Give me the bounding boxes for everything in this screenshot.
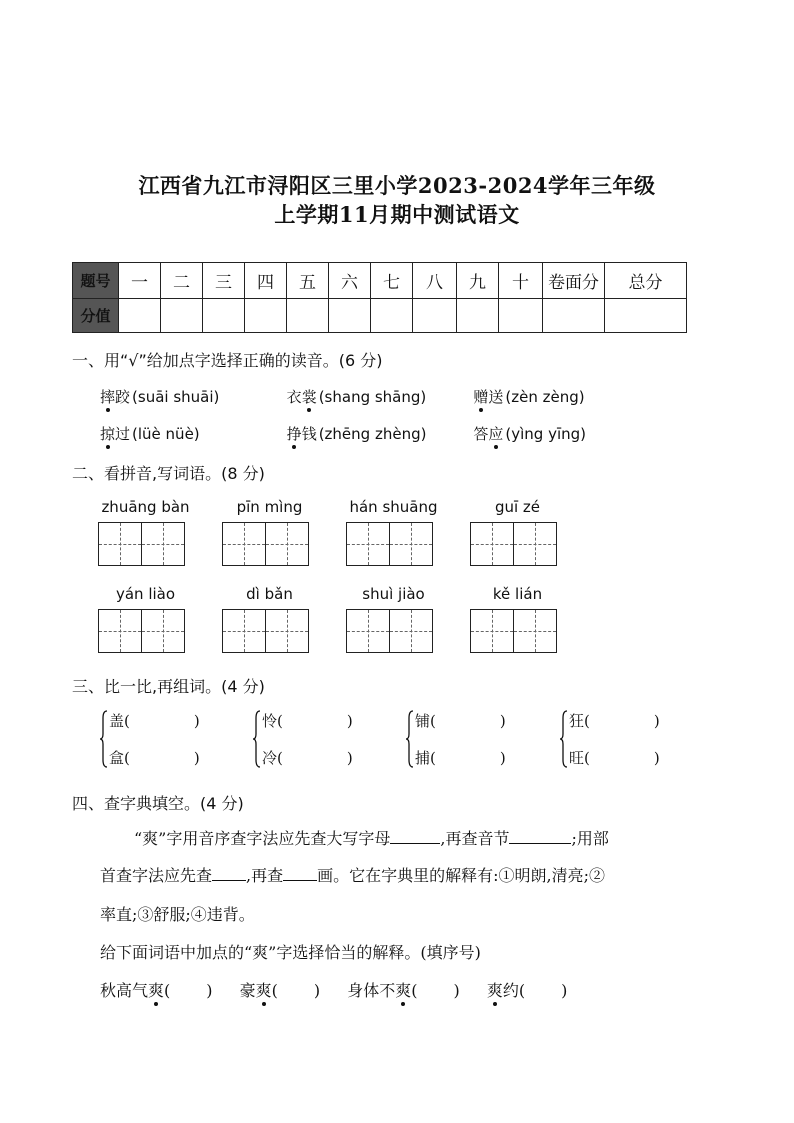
compare-line[interactable]: 铺( ) — [415, 712, 506, 730]
pronunciation-item[interactable]: 衣裳 (shang shāng) — [286, 388, 427, 406]
pinyin-label: zhuāng bàn — [101, 498, 190, 516]
score-cell[interactable] — [457, 299, 499, 333]
dictionary-instruction: 给下面词语中加点的“爽”字选择恰当的解释。(填序号) — [100, 943, 481, 962]
character-box[interactable] — [141, 522, 185, 566]
column-header: 三 — [203, 263, 245, 299]
pinyin-label: kě lián — [492, 585, 543, 603]
score-table — [72, 262, 687, 333]
dictionary-paragraph-line-2: 首查字法应先查 ,再查 画。它在字典里的解释有:①明朗,清亮;② — [100, 866, 605, 885]
pronunciation-item[interactable]: 挣钱 (zhēng zhèng) — [286, 425, 427, 443]
score-cell[interactable] — [119, 299, 161, 333]
section-1-heading: 一、用“√”给加点字选择正确的读音。(6 分) — [72, 351, 383, 370]
pinyin-writing-group — [346, 585, 441, 653]
pinyin-writing-group — [470, 498, 565, 566]
blank-strokes[interactable] — [283, 865, 317, 881]
character-box[interactable] — [265, 522, 309, 566]
column-header: 七 — [371, 263, 413, 299]
pinyin-label: yán liào — [115, 585, 176, 603]
pronunciation-item[interactable]: 掠过 (lüè nüè) — [100, 425, 200, 443]
brace-icon — [253, 710, 261, 768]
score-cell[interactable] — [203, 299, 245, 333]
score-cell[interactable] — [245, 299, 287, 333]
dictionary-paragraph-line-3: 率直;③舒服;④违背。 — [100, 905, 255, 924]
compare-line[interactable]: 盖( ) — [109, 712, 200, 730]
score-table-header-row — [73, 263, 687, 299]
character-box[interactable] — [141, 609, 185, 653]
meaning-choice-item[interactable]: 爽约( ) — [487, 978, 568, 1001]
pinyin-writing-group — [470, 585, 565, 653]
pinyin-label: pīn mìng — [236, 498, 303, 516]
column-header: 一 — [119, 263, 161, 299]
character-box[interactable] — [389, 609, 433, 653]
character-box[interactable] — [389, 522, 433, 566]
row-header-score: 分值 — [73, 299, 119, 333]
pinyin-label: guī zé — [494, 498, 541, 516]
character-box[interactable] — [222, 522, 266, 566]
blank-letter[interactable] — [390, 828, 440, 844]
score-cell[interactable] — [413, 299, 457, 333]
column-header: 总分 — [605, 263, 687, 299]
character-box[interactable] — [346, 609, 390, 653]
section-1-row-1 — [100, 386, 660, 407]
compare-line[interactable]: 捕( ) — [415, 749, 506, 767]
meaning-choice-item[interactable]: 身体不爽( ) — [347, 978, 460, 1001]
brace-icon — [100, 710, 108, 768]
meaning-choice-row — [100, 978, 589, 1001]
row-header-question-number: 题号 — [73, 263, 119, 299]
section-4-heading: 四、查字典填空。(4 分) — [72, 794, 244, 813]
character-box[interactable] — [470, 522, 514, 566]
character-box[interactable] — [98, 522, 142, 566]
score-cell[interactable] — [499, 299, 543, 333]
exam-title-line-1: 江西省九江市浔阳区三里小学2023-2024学年三年级 — [138, 173, 656, 198]
compare-line[interactable]: 狂( ) — [569, 712, 660, 730]
brace-icon — [406, 710, 414, 768]
brace-icon — [560, 710, 568, 768]
pinyin-label: shuì jiào — [362, 585, 425, 603]
score-cell[interactable] — [371, 299, 413, 333]
pinyin-writing-group — [98, 585, 193, 653]
column-header: 二 — [161, 263, 203, 299]
compare-pair — [100, 710, 210, 770]
score-cell[interactable] — [329, 299, 371, 333]
column-header: 八 — [413, 263, 457, 299]
score-cell[interactable] — [543, 299, 605, 333]
score-cell[interactable] — [287, 299, 329, 333]
column-header: 六 — [329, 263, 371, 299]
score-cell[interactable] — [161, 299, 203, 333]
pronunciation-item[interactable]: 摔跤 (suāi shuāi) — [100, 388, 220, 406]
pinyin-writing-group — [98, 498, 193, 566]
compare-pair — [406, 710, 516, 770]
column-header: 四 — [245, 263, 287, 299]
score-cell[interactable] — [605, 299, 687, 333]
compare-line[interactable]: 怜( ) — [262, 712, 353, 730]
pinyin-writing-group — [222, 498, 317, 566]
dictionary-paragraph-line-1: “爽”字用音序查字法应先查大写字母 ,再查音节 ;用部 — [134, 829, 609, 848]
character-box[interactable] — [513, 609, 557, 653]
column-header: 卷面分 — [543, 263, 605, 299]
column-header: 九 — [457, 263, 499, 299]
pronunciation-item[interactable]: 答应 (yìng yīng) — [473, 425, 586, 443]
blank-syllable[interactable] — [509, 828, 571, 844]
pinyin-writing-group — [346, 498, 441, 566]
section-1-row-2 — [100, 423, 660, 444]
compare-pair — [560, 710, 670, 770]
compare-pair — [253, 710, 363, 770]
character-box[interactable] — [346, 522, 390, 566]
blank-radical[interactable] — [212, 865, 246, 881]
character-box[interactable] — [222, 609, 266, 653]
column-header: 五 — [287, 263, 329, 299]
compare-line[interactable]: 冷( ) — [262, 749, 353, 767]
meaning-choice-item[interactable]: 豪爽( ) — [240, 978, 321, 1001]
character-box[interactable] — [98, 609, 142, 653]
character-box[interactable] — [265, 609, 309, 653]
section-2-heading: 二、看拼音,写词语。(8 分) — [72, 464, 265, 483]
column-header: 十 — [499, 263, 543, 299]
score-table-value-row — [73, 299, 687, 333]
pinyin-writing-group — [222, 585, 317, 653]
pinyin-label: hán shuāng — [349, 498, 438, 516]
pinyin-label: dì bǎn — [246, 585, 293, 603]
compare-line[interactable]: 旺( ) — [569, 749, 660, 767]
meaning-choice-item[interactable]: 秋高气爽( ) — [100, 978, 213, 1001]
section-3-heading: 三、比一比,再组词。(4 分) — [72, 677, 265, 696]
character-box[interactable] — [513, 522, 557, 566]
character-box[interactable] — [470, 609, 514, 653]
compare-line[interactable]: 盒( ) — [109, 749, 200, 767]
pronunciation-item[interactable]: 赠送 (zèn zèng) — [473, 388, 585, 406]
exam-title-line-2: 上学期11月期中测试语文 — [274, 202, 520, 227]
